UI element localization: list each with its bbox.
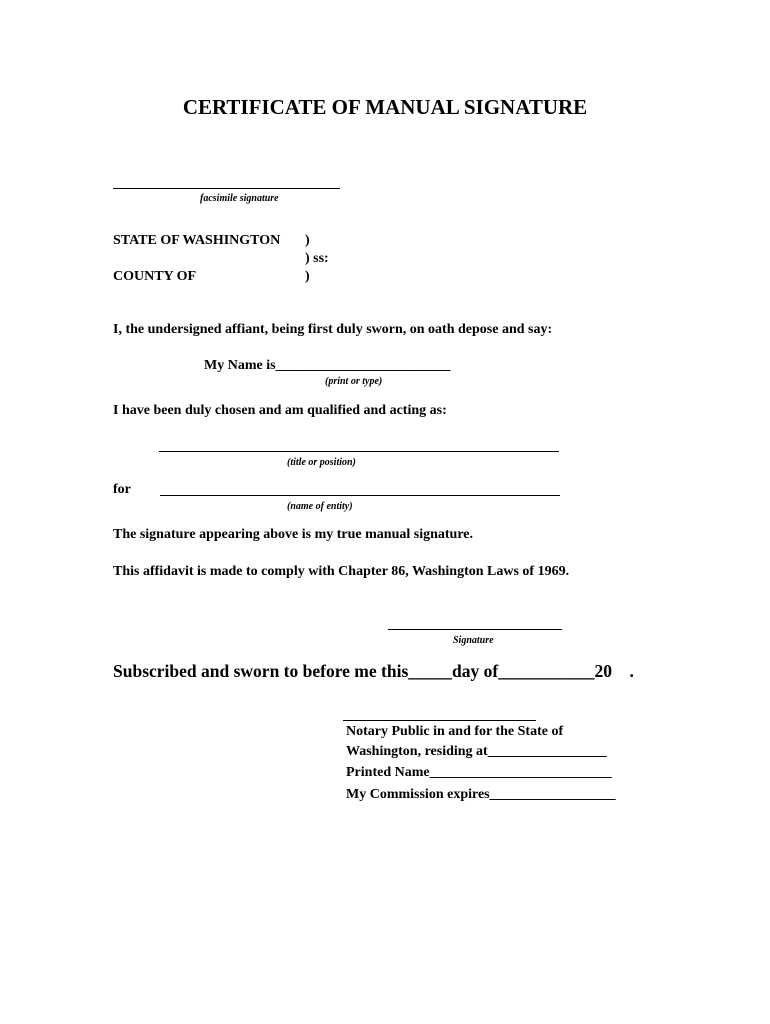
oath-intro: I, the undersigned affiant, being first duly sworn, on oath depose and say: [113, 322, 553, 337]
chosen-statement: I have been duly chosen and am qualified and acting as: [113, 403, 447, 418]
affidavit-statement: This affidavit is made to comply with Chapter 86, Washington Laws of 1969. [113, 564, 570, 579]
notary-signature-line [343, 720, 536, 721]
venue-state: STATE OF WASHINGTON [113, 233, 281, 248]
notary-line-1: Notary Public in and for the State of [346, 724, 564, 739]
title-position-caption: (title or position) [287, 457, 356, 468]
venue-paren-ss: ) ss: [305, 251, 329, 266]
page-title: CERTIFICATE OF MANUAL SIGNATURE [182, 95, 588, 119]
true-signature-statement: The signature appearing above is my true manual signature. [113, 527, 474, 542]
facsimile-signature-caption: facsimile signature [200, 193, 279, 204]
signature-caption: Signature [453, 635, 494, 646]
subscribed-statement: Subscribed and sworn to before me this_____day of___________20 . [113, 661, 634, 681]
notary-commission-expires: My Commission expires__________________ [346, 787, 616, 802]
entity-caption: (name of entity) [287, 501, 353, 512]
print-or-type-caption: (print or type) [325, 376, 383, 387]
venue-paren-1: ) [305, 233, 310, 248]
title-position-line [159, 451, 559, 452]
venue-paren-3: ) [305, 269, 310, 284]
entity-line [160, 495, 560, 496]
for-label: for [113, 482, 131, 497]
facsimile-signature-line [113, 188, 340, 189]
notary-line-2: Washington, residing at_________________ [346, 744, 607, 759]
signature-line [388, 629, 562, 630]
my-name-field: My Name is_________________________ [204, 358, 451, 373]
venue-county: COUNTY OF [113, 269, 197, 284]
notary-printed-name: Printed Name__________________________ [346, 765, 612, 780]
